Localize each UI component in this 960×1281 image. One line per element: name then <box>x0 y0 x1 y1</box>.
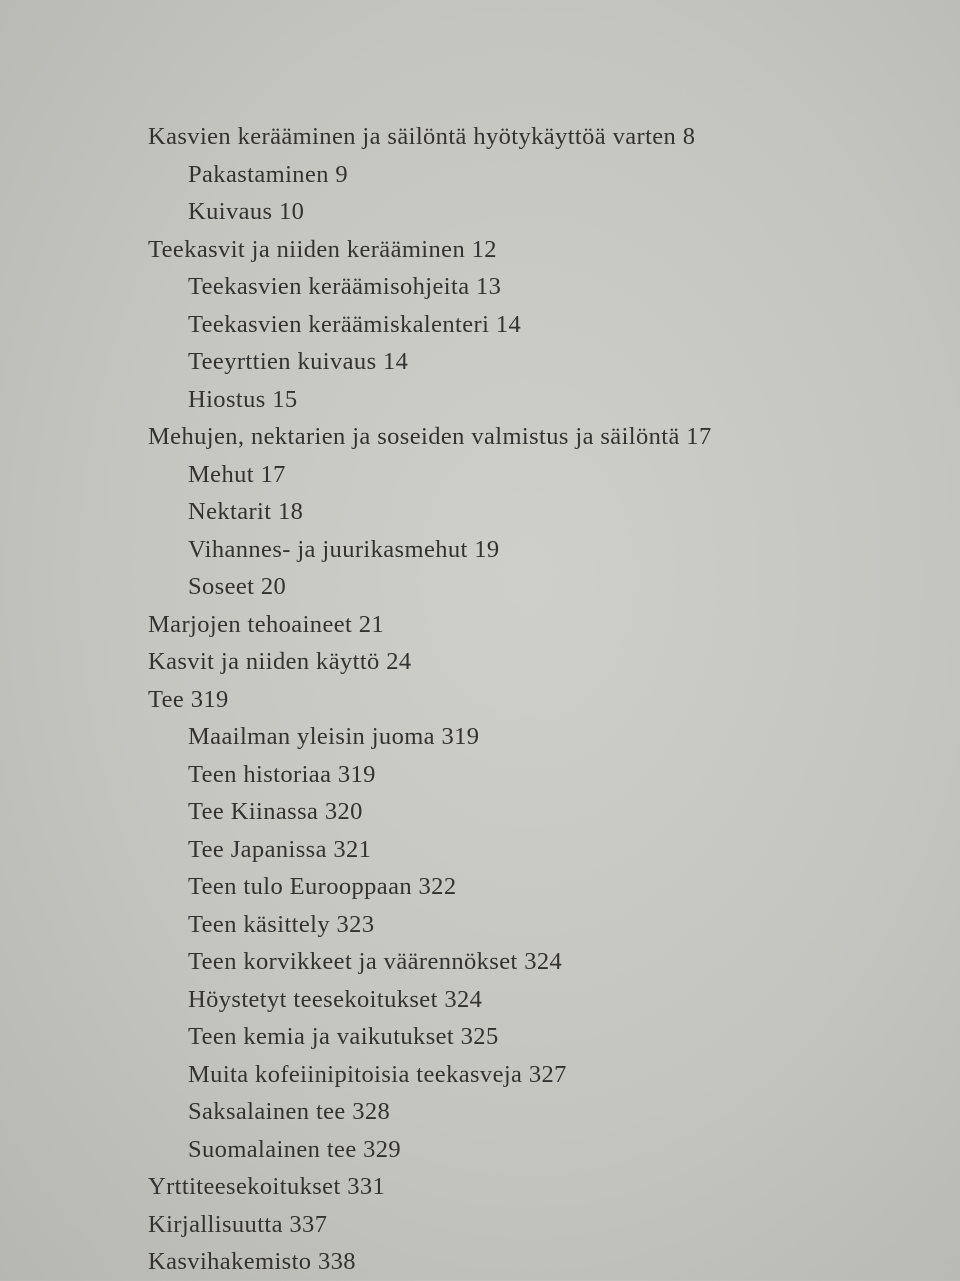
toc-section-entry: Pakastaminen 9 <box>188 160 349 188</box>
toc-chapter-entry: Yrttiteesekoitukset 331 <box>148 1173 386 1200</box>
toc-chapter-entry: Kasvit ja niiden käyttö 24 <box>148 648 412 675</box>
toc-section-entry: Höystetyt teesekoitukset 324 <box>188 985 483 1013</box>
toc-chapter-entry: Mehujen, nektarien ja soseiden valmistus ja säilöntä 17 <box>148 423 712 450</box>
toc-chapter-entry: Kirjallisuutta 337 <box>148 1210 328 1238</box>
toc-section-entry: Vihannes- ja juurikasmehut 19 <box>188 535 500 563</box>
toc-section-entry: Teen kemia ja vaikutukset 325 <box>188 1023 499 1050</box>
toc-section-entry: Kuivaus 10 <box>188 198 305 225</box>
toc-chapter-entry: Tee 319 <box>148 685 229 713</box>
toc-section-entry: Teen korvikkeet ja väärennökset 324 <box>188 948 563 975</box>
toc-chapter-entry: Kasvihakemisto 338 <box>148 1248 356 1275</box>
toc-section-entry: Tee Japanissa 321 <box>188 835 372 863</box>
toc-section-entry: Teeyrttien kuivaus 14 <box>188 348 409 375</box>
toc-section-entry: Teekasvien keräämisohjeita 13 <box>188 273 502 300</box>
toc-section-entry: Teen tulo Eurooppaan 322 <box>188 873 457 900</box>
toc-section-entry: Teekasvien keräämiskalenteri 14 <box>188 310 522 338</box>
toc-chapter-entry: Marjojen tehoaineet 21 <box>148 610 385 638</box>
toc-chapter-entry: Kasvien kerääminen ja säilöntä hyötykäyttöä varten 8 <box>148 123 696 150</box>
toc-section-entry: Nektarit 18 <box>188 498 304 525</box>
toc-section-entry: Teen historiaa 319 <box>188 760 376 788</box>
table-of-contents <box>148 118 938 1281</box>
toc-section-entry: Saksalainen tee 328 <box>188 1098 391 1125</box>
toc-section-entry: Mehut 17 <box>188 460 286 488</box>
toc-section-entry: Muita kofeiinipitoisia teekasveja 327 <box>188 1060 567 1088</box>
toc-section-entry: Suomalainen tee 329 <box>188 1135 402 1163</box>
toc-section-entry: Hiostus 15 <box>188 385 298 413</box>
toc-section-entry: Maailman yleisin juoma 319 <box>188 723 480 750</box>
toc-section-entry: Soseet 20 <box>188 573 287 600</box>
toc-section-entry: Tee Kiinassa 320 <box>188 798 363 825</box>
toc-chapter-entry: Teekasvit ja niiden kerääminen 12 <box>148 235 497 263</box>
toc-section-entry: Teen käsittely 323 <box>188 910 375 938</box>
